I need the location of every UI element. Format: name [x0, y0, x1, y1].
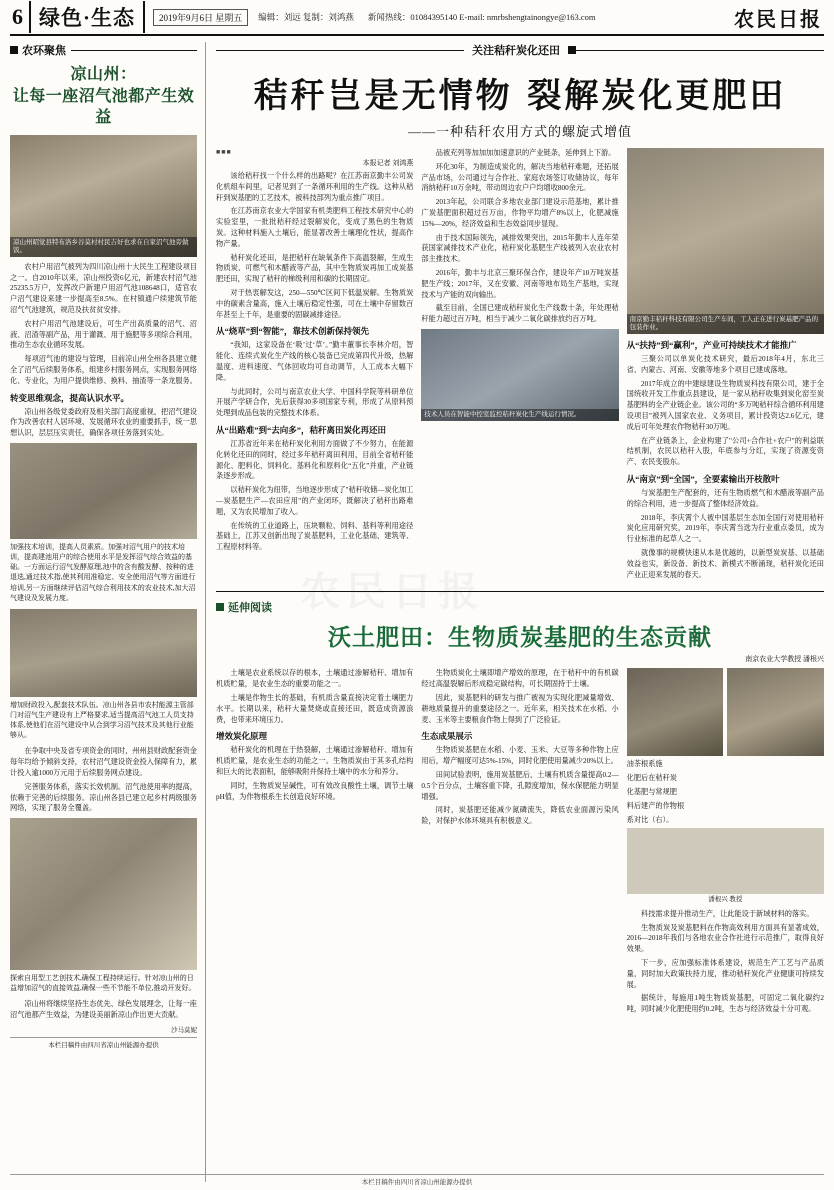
paragraph: 每项沼气池的建设与管理，目前凉山州全州各县建立健全了沼气后续服务体系，组建乡村服务网点，实现服务网络化、专业化，为用户提供维修、换料、抽渣等一条龙服务。 — [10, 355, 197, 385]
caption-line: 料后建产的作物根 — [626, 801, 685, 810]
left-lead-title-line1: 凉山州： — [70, 66, 137, 83]
paragraph: 农村户用沼气池建设后，可生产出高质量的沼气、沼液、沼渣等副产品，用于灌溉、用于施肥等多项综合利用，推动生态农业循环发展。 — [10, 319, 197, 350]
extended-body-3: 生物质炭化土壤即增产增效的原理，在于秸秆中的有机碳经过高温裂解后形成稳定碳结构，可长期固持于土壤。 因此，炭基肥料的研发与推广被视为实现化肥减量增效、耕地质量提升的重要途径之一。近年来，相关技术在水稻、小麦、玉米等主要粮食作物上得到了广泛验证。 — [421, 669, 619, 724]
photo-caption-root — [627, 759, 824, 825]
column-3-body: 三聚公司以单炭化技术研究，最后2018年4月，东北三省、内蒙古、河南、安徽等地多个项目已建成落地。 2017年成立的中建绿建设生物质炭科技有限公司，建于全国统收开发工作重点县建设，是一家从秸秆收集到炭化窑至炭基肥料的全产业链企业。该公司的“多万吨秸秆综合循环利用建设项目”被列入国家农业、义务项目，累计投资达2.6亿元，建成后可年处理农作物秸秆30万吨。 在产业链条上，企业构建了"公司+合作社+农户"的利益联结机制，农民以秸秆入股，年底参与分红，实现了资源变资产、农民变股东。 — [626, 355, 824, 467]
photo-caption-3: 探索自用型工艺创技术,确保工程持续运行。针对凉山州的日益增加沼气的直接效益,确保一些不节能不单位,推动开发好。 — [10, 974, 196, 993]
column-3-body-2: 与炭基肥生产配套的，还有生物质燃气和木醋液等副产品的综合利用，进一步提高了整体经济效益。 2018年，李庆霄个人被中国基层生态加全国行对使用秸秆炭化应用研究奖，2019年，李庆霄当选为行业重点委员，成为行业标准的起草人之一。 就像事的规模快速从本是优越的，以新型炭炭基、以基础效益也实，新设备、新技术、新模式不断涌现，秸秆炭化还田产业正迎来发展的春天。 — [626, 488, 824, 579]
article-column-1 — [216, 148, 413, 583]
section-title: 绿色·生态 — [29, 1, 145, 33]
right-column — [206, 42, 824, 1182]
paragraph: 生物质炭化土壤即增产增效的原理，在于秸秆中的有机碳经过高温裂解后形成稳定碳结构，可长期固持于土壤。 — [421, 669, 619, 689]
caption-line: 系对比（右）。 — [626, 815, 674, 824]
photo-root-biochar — [727, 668, 824, 756]
subhead-2: 从“出路难”到“去向多”，秸秆离田炭化再还田 — [216, 424, 387, 435]
photo-caption: 技术人员在智能中控室监控秸秆炭化生产线运行情况。 — [421, 409, 618, 421]
subhead-4: 从“南京”到“全国”，全要素输出开枝散叶 — [626, 473, 780, 484]
left-column — [10, 42, 206, 1182]
article-column-3 — [627, 148, 824, 583]
page-number: 6 — [12, 4, 23, 29]
extended-body-1: 土壤是农业系统以存的根本，土壤通过渗解秸秆、增加有机质贮量，是农业生态的重要功能之一。 土壤是作物生长的基础，有机质含量直接决定着土壤肥力水平。长期以来，秸秆大量焚烧或直接还田，既造成资源浪费，也带来环境压力。 — [216, 669, 414, 724]
paragraph: 品被充列等加加加加速意识的产业链条，延伸到上下游。 — [435, 149, 616, 157]
contact-info: 新闻热线：01084395140 E-mail: nmrbshengtainongye@163.com — [367, 12, 596, 22]
photo-biogas-tank — [10, 818, 197, 970]
left-credit: 沙马莫妮 — [171, 1027, 197, 1034]
divider — [576, 50, 824, 51]
extended-subhead-2: 生态成果展示 — [421, 731, 473, 742]
photo-forklift-warehouse — [627, 148, 824, 334]
photo-biogas-construction — [10, 443, 197, 539]
square-bullet-icon — [10, 46, 18, 54]
article-column-2 — [421, 148, 618, 583]
square-bullet-icon — [216, 603, 224, 611]
article-byline: 本报记者 刘鸿燕 — [362, 159, 414, 167]
divider — [71, 50, 197, 51]
square-bullet-icon — [568, 46, 576, 54]
extended-subhead-1: 增效炭化原理 — [216, 731, 268, 742]
caption-line: 油茶根系施 — [626, 760, 663, 769]
main-headline: 秸秆岂是无情物 裂解炭化更肥田 — [253, 76, 787, 116]
left-lead-title — [10, 64, 197, 129]
root-comparison-photos — [627, 668, 824, 756]
divider — [216, 50, 464, 51]
right-section-label: 关注秸秆炭化还田 — [472, 45, 560, 57]
main-subhead: ——一种秸秆农用方式的螺旋式增值 — [407, 124, 632, 139]
left-section-header — [10, 42, 197, 58]
photo-caption-2: 增加财政投入,配套技术队伍。凉山州各县市农村能源主管部门对沼气生产建设有上严格要求,适当提高沼气池工人员支持体系,使他们在沼气建设中从合到学习沼气技术及其他行业能够从。 — [10, 700, 194, 740]
page-footer: 本栏目稿件由四川省凉山州能源办提供 — [10, 1174, 824, 1186]
photo-caption-1: 加强技术培训，提高人员素质。加强对沼气用户的技术培训，提高建池用户的综合使用水平是发挥沼气综合效益的基础。一方面运行沼气发酵原理,池中的含有酸发酵、按种的进退选,通过技术指,使其利用准稳定、安全使用沼气等方面进行培训,另一方面继续评估沼气综合利用技术的农业技术,加大沼气建设及发展力度。 — [10, 542, 196, 602]
issue-date: 2019年9月6日 星期五 — [153, 9, 248, 26]
page-columns — [10, 42, 824, 1182]
left-body-3: 在争取中央及省专项资金的同时，州州县财政配套资金每年均给予倾斜支持，农村沼气建设资金投入保障有力，累计投入逾1000万元用于后续服务网点建设。 完善服务体系，落实长效机制。沼气池使用率的提高，依赖于完善的后续服务。凉山州各县已建立起乡村两级服务网络，实现了服务全覆盖。 — [10, 747, 197, 813]
editor-credits: 编辑：刘远 复制：刘鸿燕 — [258, 12, 354, 22]
column-1-body: 该给秸秆找一个什么样的出路呢？在江苏南京勤丰公司炭化机组车间里，记者见到了一条循环利用的生产线。这种从秸秆到炭基肥的工艺技术，被科技部列为重点推广项目。 在江苏南京农业大学国家有机类肥料工程技术研究中心的实验室里，一批批秸秆经过裂解炭化，变成了黑色的生物质炭。这种材料施入土壤后，能显著改善土壤理化性状，提高作物产量。 秸秆炭化还田，是把秸秆在缺氧条件下高温裂解，生成生物质炭、可燃气和木醋液等产品，其中生物质炭再加工成炭基肥还田，实现了秸秆的梯级利用和碳的长期固定。 对于热衷解发这，250—550℃区间下低温炭解。生物质炭中的碳素含量高，施入土壤后稳定性强，可在土壤中存留数百年甚至上千年，是重要的固碳减排途径。 — [216, 172, 414, 319]
caption-line: 化肥后在秸秆炭 — [626, 774, 677, 783]
newspaper-logo: 农民日报 — [734, 8, 822, 31]
subhead-3: 从“扶持”到“赢利”，产业可持续技术才能推广 — [626, 340, 797, 350]
photo-biogas-pool — [10, 609, 197, 697]
photo-root-conventional — [627, 668, 724, 756]
paragraph: 土壤是农业系统以存的根本，土壤通过渗解秸秆、增加有机质贮量，是农业生态的重要功能之一。 — [216, 669, 414, 689]
extended-column-2 — [421, 668, 618, 1018]
masthead — [10, 0, 824, 36]
photo-author-portrait — [627, 828, 824, 894]
column-1-body-2: “我知，这家设备在‘吸’过‘草’。”勤丰董事长李林介绍，智能化、连续式炭化生产线的核心装备已完成第四代升级，热解温度、进料速度、气体回收均可自动调节，人工成本大幅下降。 与此同时，公司与南京农业大学、中国科学院等科研单位开展产学研合作，先后获得30多项国家专利，形成了从原料预处理到成品包装的完整技术体系。 — [216, 341, 414, 418]
right-section-band — [216, 42, 824, 58]
paragraph: 江苏省近年来在秸秆炭化利用方面做了不少努力，在能源化转化还田的同时，经过多年秸秆离田利用，目前全省秸秆能源化、肥料化、饲料化、基料化和原料化“五化”并重，产业链条逐步形成。 — [216, 439, 414, 481]
extended-column-1 — [216, 668, 413, 1018]
left-source-note: 本栏目稿件由四川省凉山州能源办提供 — [10, 1037, 197, 1049]
left-body-2: 凉山州各级党委政府及相关部门高度重视，把沼气建设作为改善农村人居环境、发展循环农业的重要抓手，统一思想认识，层层压实责任，确保各项任务落到实处。 — [10, 407, 197, 438]
left-subhead-1: 转变思维观念，提高认识水平。 — [10, 392, 130, 403]
column-2-body-2: 由于技术国际领先，减排效果突出，2015年勤丰人连年荣获国家减排技术产业化，秸秆炭化基肥生产线被列入农业农村部主推技术。 2016年，勤丰与北京三聚环保合作，建设年产10万吨炭基肥生产线；2017年，又在安徽、河南等地布局生产基地，实现技术与产能的双向输出。 截至目前，全国已建成秸秆炭化生产线数十条，年处理秸秆能力超过百万吨，相当于减少二氧化碳排放约百万吨。 — [421, 233, 619, 324]
extended-reading-block — [216, 591, 824, 1018]
photo-control-room — [421, 329, 618, 421]
paragraph: 该给秸秆找一个什么样的出路呢？在江苏南京勤丰公司炭化机组车间里，记者见到了一条循环利用的生产线。这种从秸秆到炭基肥的工艺技术，被科技部列为重点推广项目。 — [216, 172, 414, 202]
extended-body-5: 科技需求提升推动生产，让此能设于新域材料的落实。 生物质炭及炭基肥料在作物高效利用方面具有显著成效，2016—2018年我们与各地农业合作社进行示范推广，取得良好效果。 下一步，应加强标准体系建设，规范生产工艺与产品质量，同时加大政策扶持力度，推动秸秆炭化产业健康可持续发展。 据统计，每施用1吨生物质炭基肥，可固定二氧化碳约2吨，同时减少化肥使用约0.2吨，生态与经济效益十分可观。 — [626, 909, 824, 1014]
left-body-4: 凉山州将继续坚持生态优先、绿色发展理念，让每一座沼气池都产生效益，为建设美丽新凉山作出更大贡献。 — [10, 1000, 197, 1020]
extended-body-4: 生物质炭基肥在水稻、小麦、玉米、大豆等多种作物上应用后，增产幅度可达5%-15%，同时化肥使用量减少20%以上。 田间试验表明，施用炭基肥后，土壤有机质含量提高0.2—0.5个百分点，土壤容重下降，孔隙度增加，保水保肥能力明显增强。 同时，炭基肥还能减少氮磷流失，降低农业面源污染风险，对保护水体环境具有积极意义。 — [421, 746, 619, 826]
portrait-caption: 潘根兴 教授 — [708, 896, 743, 904]
left-body-1 — [10, 262, 197, 387]
extended-title: 沃土肥田：生物质炭基肥的生态贡献 — [328, 625, 712, 651]
paragraph: 由于技术国际领先，减排效果突出，2015年勤丰人连年荣获国家减排技术产业化，秸秆炭化基肥生产线被列入农业农村部主推技术。 — [421, 233, 619, 264]
photo-caption: 南京勤丰秸秆科技有限公司生产车间，工人正在进行炭基肥产品的包装作业。 — [627, 314, 824, 334]
extended-column-3 — [627, 668, 824, 1018]
photo-caption: 凉山州昭觉县特布洛乡谷莫村村民吉好也求在自家沼气池旁做饭。 — [10, 237, 197, 257]
left-section-label: 农环聚焦 — [22, 45, 66, 57]
left-lead-title-line2: 让每一座沼气池都产生效益 — [12, 87, 195, 127]
caption-line: 化基肥与常规肥 — [626, 787, 677, 796]
extended-byline: 南京农业大学教授 潘根兴 — [745, 655, 824, 664]
extended-reading-tag — [216, 599, 272, 615]
column-kicker: ■■■ — [216, 148, 232, 156]
column-2-body: 品被充列等加加加加速意识的产业链条，延伸到上下游。 环化30年，为制造成炭化的，解决当地秸秆难题，还拓展产品市场，公司通过与合作社、家庭农场签订收储协议，每年消纳秸秆10万余吨，带动周边农户户均增收800余元。 2013年起，公司联合多地农业部门建设示范基地，累计推广炭基肥面积超过百万亩，作物平均增产8%以上，化肥减施15%—20%，经济效益和生态效益同步显现。 — [421, 149, 619, 228]
subhead-1: 从“烧草”到“智能”，靠技术创新保持领先 — [216, 326, 370, 337]
photo-biogas-kitchen — [10, 135, 197, 257]
paragraph: 农村户用沼气被列为四川凉山州十大民生工程建设项目之一。自2010年以来，凉山州投资6亿元，新建农村沼气池25235.5万户，发挥改户新建户用沼气池108648口，适官农户沼气建设来建一步提高至8.5%。在村镇通户续建筑节能沼气气池建筑，规范及扶贫贫安排。 — [10, 262, 197, 314]
article-columns — [216, 148, 824, 583]
extended-columns — [216, 668, 824, 1018]
paragraph: 生物质炭基肥在水稻、小麦、玉米、大豆等多种作物上应用后，增产幅度可达5%-15%，同时化肥使用量减少20%以上。 — [421, 746, 619, 766]
extended-reading-label: 延伸阅读 — [228, 602, 272, 615]
extended-body-2: 秸秆炭化的机理在于热裂解，土壤通过渗解秸秆、增加有机质贮量，是农业生态的功能之一。生物质炭由于其多孔结构和巨大的比表面积，能够吸附并保持土壤中的水分和养分。 同时，生物质炭呈碱性，可有效改良酸性土壤，调节土壤pH值，为作物根系生长创造良好环境。 — [216, 746, 414, 801]
column-1-body-3: 江苏省近年来在秸秆炭化利用方面做了不少努力，在能源化转化还田的同时，经过多年秸秆离田利用，目前全省秸秆能源化、肥料化、饲料化、基料化和原料化“五化”并重，产业链条逐步形成。 以秸秆炭化为纽带，当地逐步形成了"秸秆收储—炭化加工—炭基肥生产—农田应用"的产业闭环，既解决了秸秆出路难题，又为农民增加了收入。 在传统的工业道路上，压块颗粒、饲料、基料等利用途径基础上，江苏又创新出现了炭基肥料，工业化基础、建筑等、工程原材料等。 — [216, 439, 414, 552]
